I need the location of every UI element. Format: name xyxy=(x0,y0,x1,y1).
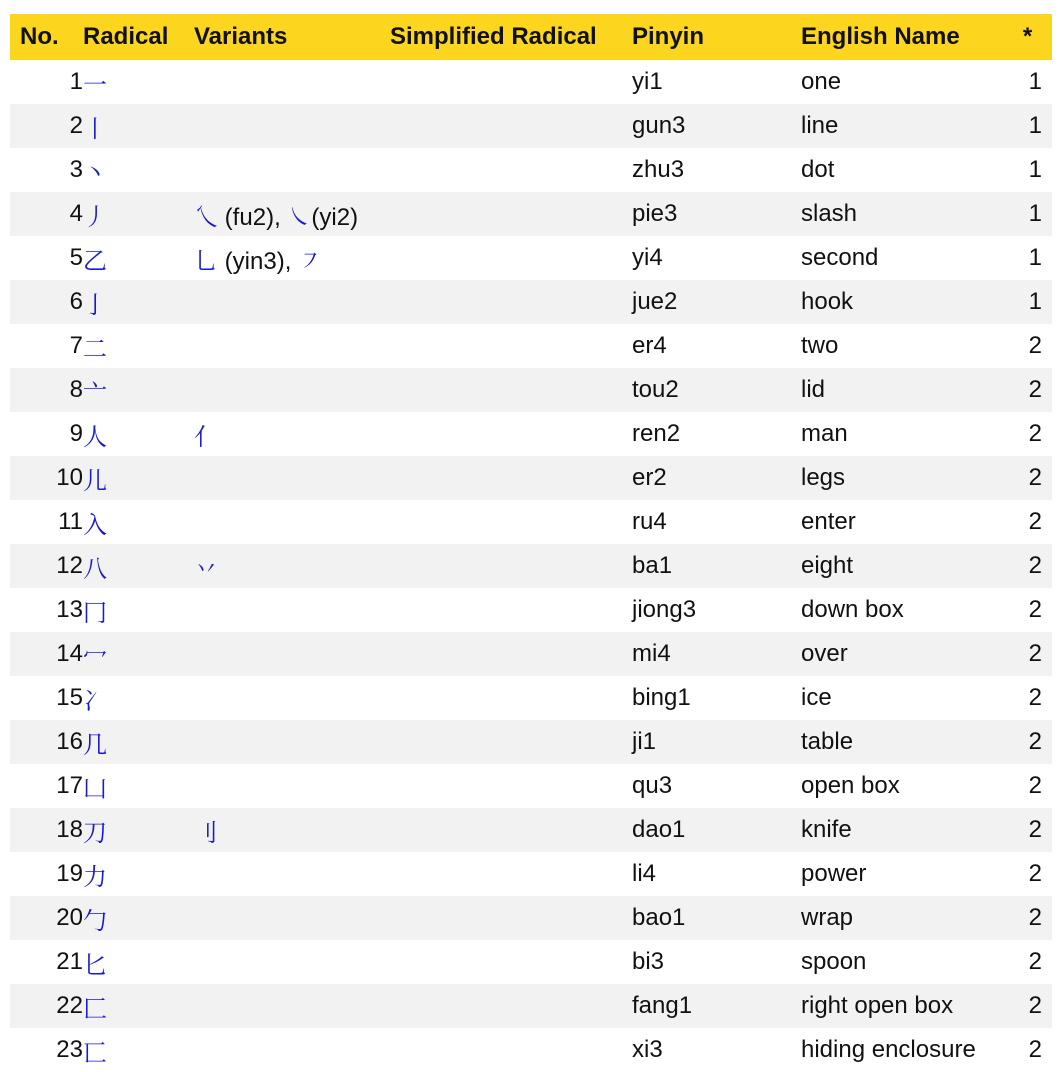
cell-simplified-radical xyxy=(390,588,632,632)
cell-no: 11 xyxy=(58,508,83,535)
cell-strokes: 2 xyxy=(1028,772,1042,799)
cell-strokes: 2 xyxy=(1028,376,1042,403)
cell-pinyin: dao1 xyxy=(632,816,686,843)
cell-variants: 乀 (fu2), ㇏(yi2) xyxy=(194,202,359,231)
cell-variants xyxy=(194,896,390,940)
cell-no: 22 xyxy=(56,992,83,1019)
cell-strokes: 1 xyxy=(1028,288,1042,315)
cell-pinyin: jiong3 xyxy=(632,596,697,623)
cell-variants xyxy=(194,676,390,720)
cell-english-name: enter xyxy=(801,508,856,535)
cell-pinyin: xi3 xyxy=(632,1036,663,1063)
table-row xyxy=(10,588,1052,632)
cell-strokes: 2 xyxy=(1028,728,1042,755)
table-body xyxy=(10,60,1052,1072)
table-row xyxy=(10,148,1052,192)
cell-pinyin: er2 xyxy=(632,464,667,491)
cell-no: 15 xyxy=(56,684,83,711)
cell-simplified-radical xyxy=(390,192,632,236)
cell-no: 3 xyxy=(69,156,83,183)
cell-no: 14 xyxy=(56,640,83,667)
cell-english-name: eight xyxy=(801,552,854,579)
table-row xyxy=(10,412,1052,456)
cell-radical: 丨 xyxy=(83,114,107,143)
table-row xyxy=(10,720,1052,764)
cell-english-name: down box xyxy=(801,596,904,623)
cell-strokes: 2 xyxy=(1028,948,1042,975)
cell-radical: 冖 xyxy=(83,642,107,671)
cell-no: 7 xyxy=(69,332,83,359)
header-radical: Radical xyxy=(83,23,169,50)
cell-strokes: 1 xyxy=(1028,68,1042,95)
cell-english-name: slash xyxy=(801,200,858,227)
cell-english-name: second xyxy=(801,244,879,271)
cell-simplified-radical xyxy=(390,808,632,852)
cell-pinyin: ba1 xyxy=(632,552,673,579)
cell-radical: 冂 xyxy=(83,598,107,627)
cell-pinyin: ren2 xyxy=(632,420,681,447)
cell-radical: 丿 xyxy=(83,202,107,231)
cell-variants xyxy=(194,632,390,676)
cell-no: 12 xyxy=(56,552,83,579)
cell-radical: 几 xyxy=(83,730,107,759)
cell-variants xyxy=(194,1028,390,1072)
cell-simplified-radical xyxy=(390,544,632,588)
cell-pinyin: ji1 xyxy=(632,728,657,755)
cell-english-name: hook xyxy=(801,288,854,315)
cell-simplified-radical xyxy=(390,280,632,324)
cell-strokes: 2 xyxy=(1028,1036,1042,1063)
cell-pinyin: mi4 xyxy=(632,640,671,667)
cell-variants xyxy=(194,148,390,192)
cell-no: 19 xyxy=(56,860,83,887)
table-row xyxy=(10,896,1052,940)
cell-radical: 亅 xyxy=(83,290,107,319)
table-row xyxy=(10,632,1052,676)
cell-no: 18 xyxy=(56,816,83,843)
cell-simplified-radical xyxy=(390,104,632,148)
cell-pinyin: pie3 xyxy=(632,200,678,227)
cell-radical: 二 xyxy=(83,334,107,363)
cell-strokes: 1 xyxy=(1028,156,1042,183)
cell-strokes: 2 xyxy=(1028,816,1042,843)
cell-no: 21 xyxy=(56,948,83,975)
header-row xyxy=(10,14,1052,60)
cell-pinyin: gun3 xyxy=(632,112,686,139)
cell-strokes: 1 xyxy=(1028,200,1042,227)
cell-simplified-radical xyxy=(390,720,632,764)
cell-simplified-radical xyxy=(390,368,632,412)
cell-radical: 乙 xyxy=(83,246,107,275)
header-no: No. xyxy=(20,23,59,50)
header-pinyin: Pinyin xyxy=(632,23,705,50)
cell-strokes: 2 xyxy=(1028,904,1042,931)
cell-simplified-radical xyxy=(390,676,632,720)
cell-variants: 亻 xyxy=(194,422,218,451)
cell-pinyin: yi1 xyxy=(632,68,663,95)
cell-pinyin: qu3 xyxy=(632,772,673,799)
cell-pinyin: jue2 xyxy=(632,288,678,315)
cell-variants xyxy=(194,324,390,368)
cell-simplified-radical xyxy=(390,896,632,940)
cell-strokes: 1 xyxy=(1028,112,1042,139)
cell-simplified-radical xyxy=(390,324,632,368)
cell-pinyin: bi3 xyxy=(632,948,665,975)
cell-simplified-radical xyxy=(390,456,632,500)
cell-radical: 力 xyxy=(83,862,107,891)
cell-variants xyxy=(194,60,390,104)
cell-english-name: right open box xyxy=(801,992,954,1019)
cell-strokes: 2 xyxy=(1028,596,1042,623)
cell-strokes: 2 xyxy=(1028,508,1042,535)
cell-english-name: over xyxy=(801,640,848,667)
cell-no: 4 xyxy=(69,200,83,227)
cell-no: 16 xyxy=(56,728,83,755)
cell-variants xyxy=(194,368,390,412)
table-row xyxy=(10,60,1052,104)
header-variants: Variants xyxy=(194,23,288,50)
cell-radical: 亠 xyxy=(83,378,107,407)
cell-pinyin: er4 xyxy=(632,332,667,359)
table-row xyxy=(10,236,1052,280)
table-row xyxy=(10,324,1052,368)
cell-english-name: power xyxy=(801,860,867,887)
cell-pinyin: bing1 xyxy=(632,684,691,711)
cell-radical: 人 xyxy=(83,422,107,451)
cell-no: 1 xyxy=(69,68,83,95)
table-row xyxy=(10,456,1052,500)
cell-radical: 凵 xyxy=(83,774,107,803)
cell-radical: 八 xyxy=(83,554,107,583)
cell-radical: 儿 xyxy=(83,466,107,495)
cell-strokes: 2 xyxy=(1028,640,1042,667)
table-row xyxy=(10,808,1052,852)
table-row xyxy=(10,940,1052,984)
cell-variants xyxy=(194,764,390,808)
cell-no: 8 xyxy=(69,376,83,403)
cell-variants: 丷 xyxy=(194,554,218,583)
table-row xyxy=(10,676,1052,720)
cell-simplified-radical xyxy=(390,60,632,104)
cell-pinyin: li4 xyxy=(632,860,657,887)
cell-radical: 入 xyxy=(83,510,107,539)
cell-no: 9 xyxy=(69,420,83,447)
cell-variants xyxy=(194,500,390,544)
cell-english-name: table xyxy=(801,728,854,755)
cell-simplified-radical xyxy=(390,236,632,280)
cell-variants: 刂 xyxy=(194,818,218,847)
cell-english-name: two xyxy=(801,332,839,359)
cell-no: 23 xyxy=(56,1036,83,1063)
cell-strokes: 2 xyxy=(1028,552,1042,579)
cell-english-name: spoon xyxy=(801,948,867,975)
table-row xyxy=(10,852,1052,896)
cell-english-name: knife xyxy=(801,816,852,843)
cell-strokes: 2 xyxy=(1028,464,1042,491)
cell-variants xyxy=(194,720,390,764)
cell-no: 13 xyxy=(56,596,83,623)
cell-radical: 冫 xyxy=(83,686,107,715)
cell-simplified-radical xyxy=(390,852,632,896)
cell-simplified-radical xyxy=(390,412,632,456)
cell-radical: 一 xyxy=(83,70,107,99)
cell-strokes: 2 xyxy=(1028,332,1042,359)
cell-english-name: dot xyxy=(801,156,835,183)
cell-variants xyxy=(194,940,390,984)
radicals-table-container xyxy=(10,14,1052,1072)
cell-radical: 匸 xyxy=(83,1038,107,1067)
radicals-table xyxy=(10,14,1052,1072)
cell-simplified-radical xyxy=(390,1028,632,1072)
cell-pinyin: ru4 xyxy=(632,508,667,535)
header-simplified-radical: Simplified Radical xyxy=(390,23,597,50)
cell-strokes: 2 xyxy=(1028,860,1042,887)
cell-english-name: open box xyxy=(801,772,900,799)
cell-english-name: hiding enclosure xyxy=(801,1036,976,1063)
cell-pinyin: zhu3 xyxy=(632,156,685,183)
cell-simplified-radical xyxy=(390,764,632,808)
cell-english-name: lid xyxy=(801,376,826,403)
cell-simplified-radical xyxy=(390,148,632,192)
cell-simplified-radical xyxy=(390,632,632,676)
cell-radical: 匕 xyxy=(83,950,107,979)
cell-pinyin: tou2 xyxy=(632,376,679,403)
cell-no: 10 xyxy=(56,464,83,491)
cell-english-name: wrap xyxy=(801,904,854,931)
table-row xyxy=(10,104,1052,148)
cell-no: 20 xyxy=(56,904,83,931)
cell-strokes: 2 xyxy=(1028,992,1042,1019)
table-row xyxy=(10,192,1052,236)
table-row xyxy=(10,1028,1052,1072)
table-row xyxy=(10,500,1052,544)
cell-strokes: 2 xyxy=(1028,420,1042,447)
cell-english-name: man xyxy=(801,420,848,447)
cell-english-name: one xyxy=(801,68,842,95)
cell-pinyin: bao1 xyxy=(632,904,686,931)
cell-strokes: 1 xyxy=(1028,244,1042,271)
cell-radical: 刀 xyxy=(83,818,107,847)
header-strokes: * xyxy=(1022,23,1033,50)
cell-simplified-radical xyxy=(390,500,632,544)
cell-variants xyxy=(194,104,390,148)
cell-no: 6 xyxy=(69,288,83,315)
table-row xyxy=(10,280,1052,324)
table-row xyxy=(10,368,1052,412)
cell-variants xyxy=(194,456,390,500)
table-header xyxy=(10,14,1052,60)
cell-variants: 乚 (yin3), ㇇ xyxy=(194,246,323,275)
cell-radical: 丶 xyxy=(83,158,107,187)
cell-variants xyxy=(194,852,390,896)
cell-simplified-radical xyxy=(390,940,632,984)
cell-pinyin: fang1 xyxy=(632,992,693,1019)
header-english-name: English Name xyxy=(801,23,960,50)
cell-no: 5 xyxy=(69,244,83,271)
cell-no: 17 xyxy=(56,772,83,799)
cell-strokes: 2 xyxy=(1028,684,1042,711)
table-row xyxy=(10,544,1052,588)
table-row xyxy=(10,764,1052,808)
cell-english-name: legs xyxy=(801,464,846,491)
table-row xyxy=(10,984,1052,1028)
cell-variants xyxy=(194,280,390,324)
cell-radical: 匚 xyxy=(83,994,107,1023)
cell-variants xyxy=(194,588,390,632)
cell-english-name: ice xyxy=(801,684,832,711)
cell-simplified-radical xyxy=(390,984,632,1028)
cell-radical: 勹 xyxy=(83,906,107,935)
cell-no: 2 xyxy=(69,112,83,139)
cell-english-name: line xyxy=(801,112,839,139)
cell-variants xyxy=(194,984,390,1028)
cell-pinyin: yi4 xyxy=(632,244,663,271)
